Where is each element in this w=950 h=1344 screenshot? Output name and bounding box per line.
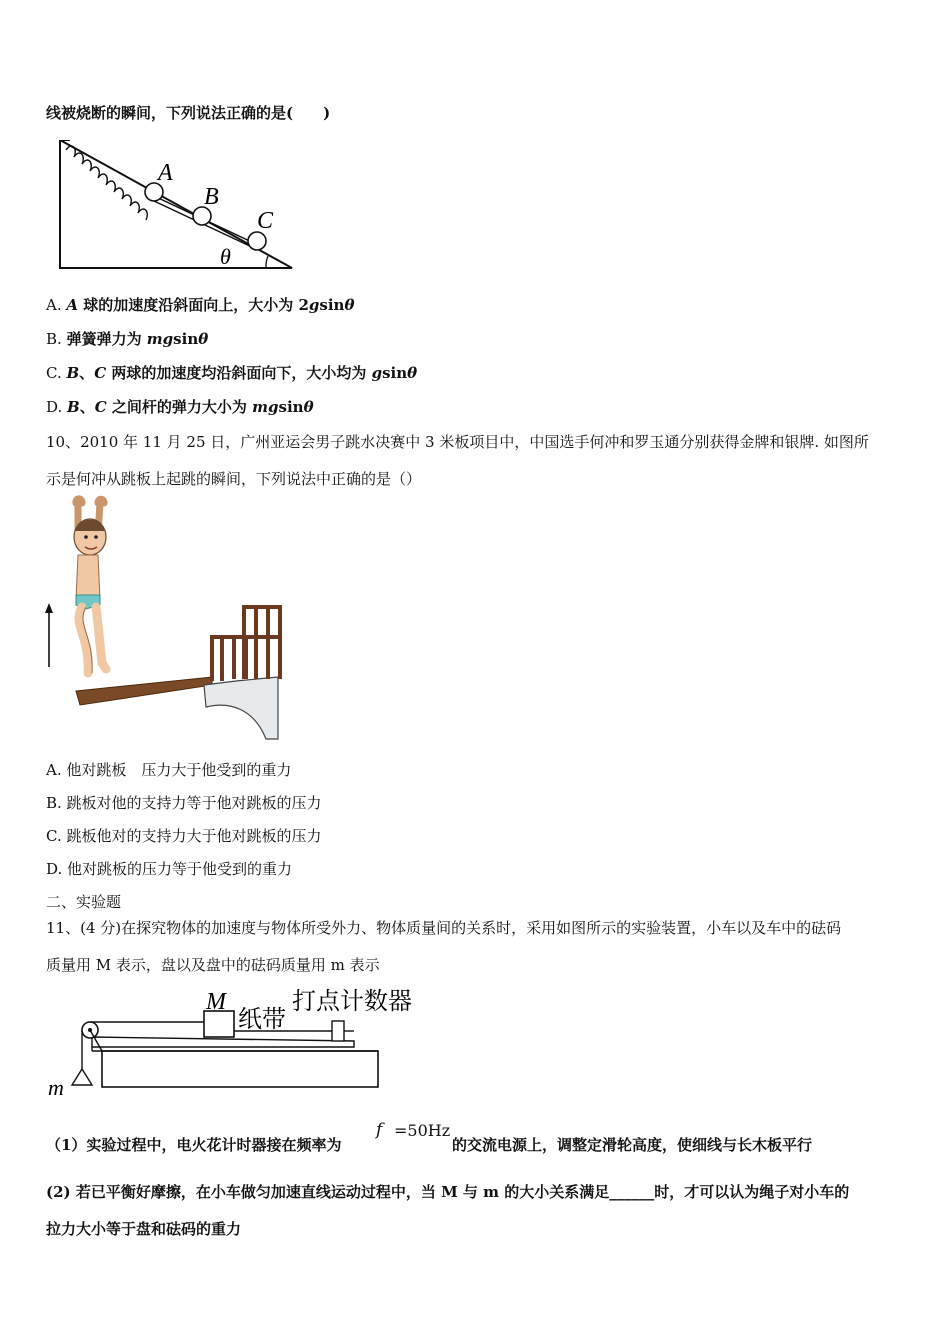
label-a: A bbox=[158, 160, 173, 186]
option-text: C bbox=[94, 364, 107, 382]
label-theta: θ bbox=[220, 244, 231, 269]
q11-formula-value: =50Hz bbox=[394, 1121, 451, 1140]
option-text: B bbox=[66, 364, 80, 382]
option-text: sin bbox=[173, 330, 199, 348]
option-text: C bbox=[94, 398, 107, 416]
q9-option-a bbox=[46, 294, 354, 315]
apparatus-figure bbox=[44, 985, 434, 1100]
option-text: mg bbox=[252, 398, 279, 416]
pan bbox=[72, 1069, 92, 1085]
q11-sub2-line1: (2) 若已平衡好摩擦，在小车做匀加速直线运动过程中，当 M 与 m 的大小关系满足______时，才可以认为绳子对小车的 bbox=[46, 1183, 850, 1201]
option-prefix: B. bbox=[46, 330, 67, 348]
option-text: 球的加速度沿斜面向上，大小为 2 bbox=[78, 296, 309, 314]
q10-option-a: A. 他对跳板 压力大于他受到的重力 bbox=[46, 761, 292, 779]
q10-option-d: D. 他对跳板的压力等于他受到的重力 bbox=[46, 860, 293, 878]
q11-line2: 质量用 M 表示，盘以及盘中的砝码质量用 m 表示 bbox=[46, 956, 380, 974]
option-text: sin bbox=[319, 296, 345, 314]
option-text: 两球的加速度均沿斜面向下，大小均为 bbox=[106, 364, 372, 382]
option-text: mg bbox=[146, 330, 174, 348]
option-text: θ bbox=[344, 296, 355, 314]
option-text: θ bbox=[303, 398, 314, 416]
timer bbox=[332, 1021, 344, 1041]
option-text: sin bbox=[382, 364, 408, 382]
label-big-m: M bbox=[206, 989, 226, 1015]
incline-figure bbox=[54, 140, 299, 275]
label-b: B bbox=[204, 184, 219, 210]
q11-sub1-before: （1）实验过程中，电火花计时器接在频率为 bbox=[46, 1136, 342, 1154]
q11-sub2-line2: 拉力大小等于盘和砝码的重力 bbox=[46, 1220, 242, 1238]
q9-option-c bbox=[46, 362, 417, 383]
label-tape: 纸带 bbox=[238, 1007, 286, 1033]
q11-line1: 11、(4 分)在探究物体的加速度与物体所受外力、物体质量间的关系时，采用如图所示的实验装置，小车以及车中的砝码 bbox=[46, 919, 842, 937]
option-text: g bbox=[371, 364, 383, 382]
q10-option-b: B. 跳板对他的支持力等于他对跳板的压力 bbox=[46, 794, 322, 812]
section-heading: 二、实验题 bbox=[46, 893, 122, 911]
q9-option-d bbox=[46, 396, 314, 417]
label-timer: 打点计数器 bbox=[292, 989, 412, 1015]
label-c: C bbox=[257, 208, 274, 234]
label-small-m: m bbox=[48, 1075, 64, 1100]
option-prefix: A. bbox=[46, 296, 67, 314]
q11-formula-f: f bbox=[376, 1120, 383, 1140]
option-text: g bbox=[308, 296, 320, 314]
q9-stem-tail: 线被烧断的瞬间，下列说法正确的是( ) bbox=[46, 104, 331, 122]
ball-c bbox=[248, 232, 266, 250]
option-text: B bbox=[67, 398, 80, 416]
option-text: θ bbox=[407, 364, 418, 382]
option-text: A bbox=[66, 296, 79, 314]
diver-figure bbox=[40, 495, 290, 740]
q11-sub1-after: 的交流电源上，调整定滑轮高度，使细线与长木板平行 bbox=[452, 1136, 813, 1154]
q10-option-c: C. 跳板他对的支持力大于他对跳板的压力 bbox=[46, 827, 322, 845]
option-text: 之间杆的弹力大小为 bbox=[106, 398, 253, 416]
option-text: sin bbox=[278, 398, 304, 416]
option-text: θ bbox=[198, 330, 209, 348]
option-text: 弹簧弹力为 bbox=[66, 330, 147, 348]
option-text: 、 bbox=[79, 398, 95, 416]
option-prefix: C. bbox=[46, 364, 67, 382]
option-prefix: D. bbox=[46, 398, 68, 416]
q10-line1: 10、2010 年 11 月 25 日，广州亚运会男子跳水决赛中 3 米板项目中，中国选手何冲和罗玉通分别获得金牌和银牌. 如图所 bbox=[46, 433, 869, 451]
spring bbox=[66, 146, 147, 220]
q9-option-b bbox=[46, 328, 208, 349]
q10-line2: 示是何冲从跳板上起跳的瞬间，下列说法中正确的是（） bbox=[46, 470, 422, 488]
option-text: 、 bbox=[79, 364, 95, 382]
